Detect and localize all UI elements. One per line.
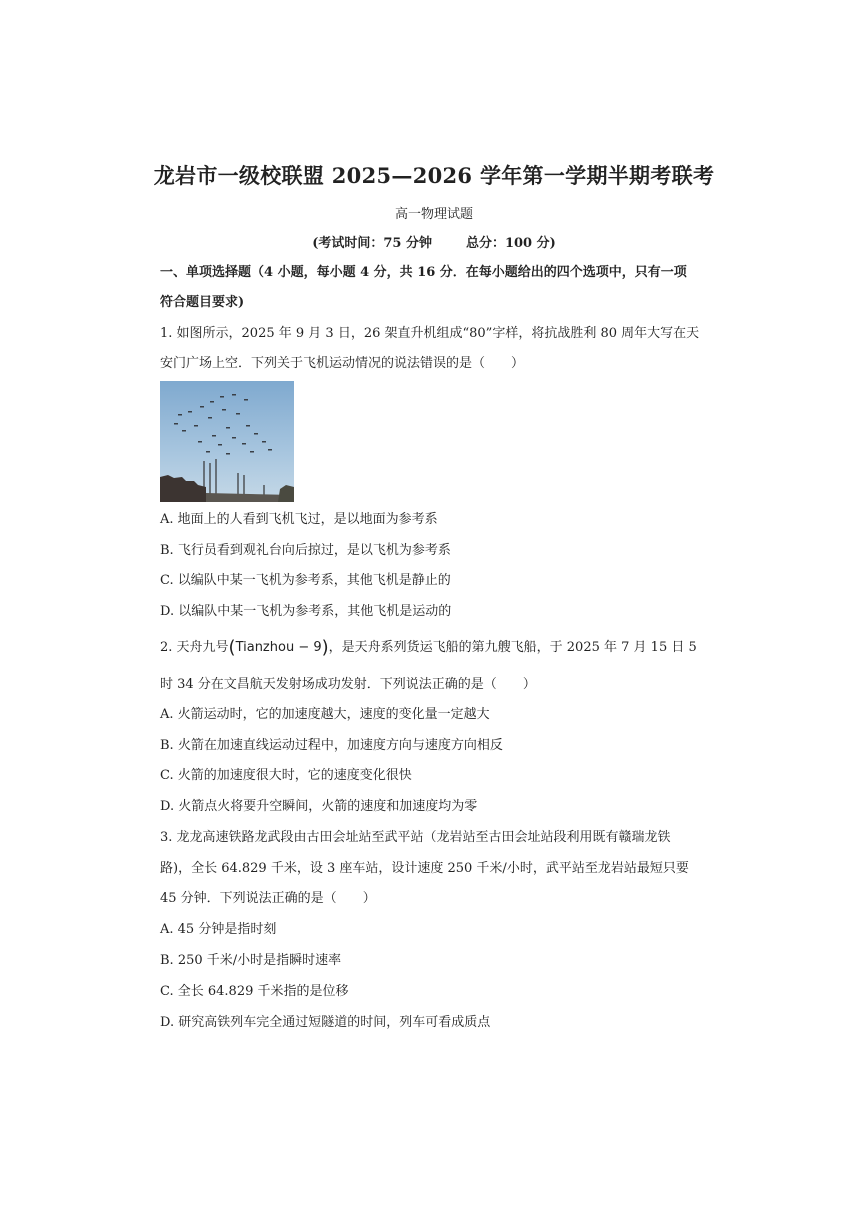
question-3-option-b: B. 250 千米/小时是指瞬时速率 xyxy=(160,953,342,968)
question-2-stem xyxy=(160,639,710,657)
question-3-stem-end xyxy=(160,890,710,908)
helicopter-formation-photo xyxy=(160,381,294,502)
question-3-stem-text: 45 分钟．下列说法正确的是（ xyxy=(160,891,337,906)
question-2-prefix: 2. 天舟九号 xyxy=(160,640,229,655)
exam-subtitle: 高一物理试题 xyxy=(394,207,473,222)
question-1-option-c: C. 以编队中某一飞机为参考系，其他飞机是静止的 xyxy=(160,573,451,588)
question-1-option-a: A. 地面上的人看到飞机飞过，是以地面为参考系 xyxy=(160,512,438,527)
exam-time: (考试时间：75 分钟 xyxy=(312,236,432,251)
question-3-paren: ） xyxy=(362,891,376,906)
question-1-stem-text: 安门广场上空．下列关于飞机运动情况的说法错误的是（ xyxy=(160,356,486,371)
section-heading: 一、单项选择题（4 小题，每小题 4 分，共 16 分．在每小题给出的四个选项中，只有一项 xyxy=(160,265,687,280)
section-heading-cont: 符合题目要求) xyxy=(160,295,245,310)
question-1-stem-cont xyxy=(160,355,710,373)
question-3-option-d: D. 研究高铁列车完全通过短隧道的时间，列车可看成质点 xyxy=(160,1015,491,1030)
exam-title: 龙岩市一级校联盟 2025—2026 学年第一学期半期考联考 xyxy=(153,163,715,188)
question-2-option-c: C. 火箭的加速度很大时，它的速度变化很快 xyxy=(160,768,412,783)
question-2-option-a: A. 火箭运动时，它的加速度越大，速度的变化量一定越大 xyxy=(160,707,490,722)
exam-score: 总分：100 分) xyxy=(465,236,556,251)
question-2-stem-text: 时 34 分在文昌航天发射场成功发射．下列说法正确的是（ xyxy=(160,677,497,692)
question-3-option-a: A. 45 分钟是指时刻 xyxy=(160,922,277,937)
question-1-option-d: D. 以编队中某一飞机为参考系，其他飞机是运动的 xyxy=(160,604,452,619)
question-2-formula: (Tianzhou − 9) xyxy=(228,637,329,658)
question-2-suffix: ，是天舟系列货运飞船的第九艘飞船，于 2025 年 7 月 15 日 5 xyxy=(328,640,697,655)
question-1-stem: 1. 如图所示，2025 年 9 月 3 日，26 架直升机组成“80”字样，将抗战胜利 80 周年大写在天 xyxy=(160,326,700,341)
question-2-option-d: D. 火箭点火将要升空瞬间，火箭的速度和加速度均为零 xyxy=(160,799,478,814)
question-1-option-b: B. 飞行员看到观礼台向后掠过，是以飞机为参考系 xyxy=(160,543,451,558)
question-3-option-c: C. 全长 64.829 千米指的是位移 xyxy=(160,984,349,999)
exam-info xyxy=(0,232,868,251)
question-3-stem-cont: 路)，全长 64.829 千米，设 3 座车站，设计速度 250 千米/小时，武平站至龙岩站最短只要 xyxy=(160,861,689,876)
question-1-paren: ） xyxy=(511,356,525,371)
question-2-option-b: B. 火箭在加速直线运动过程中，加速度方向与速度方向相反 xyxy=(160,738,503,753)
question-2-stem-cont xyxy=(160,676,710,694)
question-3-stem: 3. 龙龙高速铁路龙武段由古田会址站至武平站（龙岩站至古田会址站段利用既有赣瑞龙铁 xyxy=(160,830,671,845)
question-2-paren: ） xyxy=(522,677,536,692)
